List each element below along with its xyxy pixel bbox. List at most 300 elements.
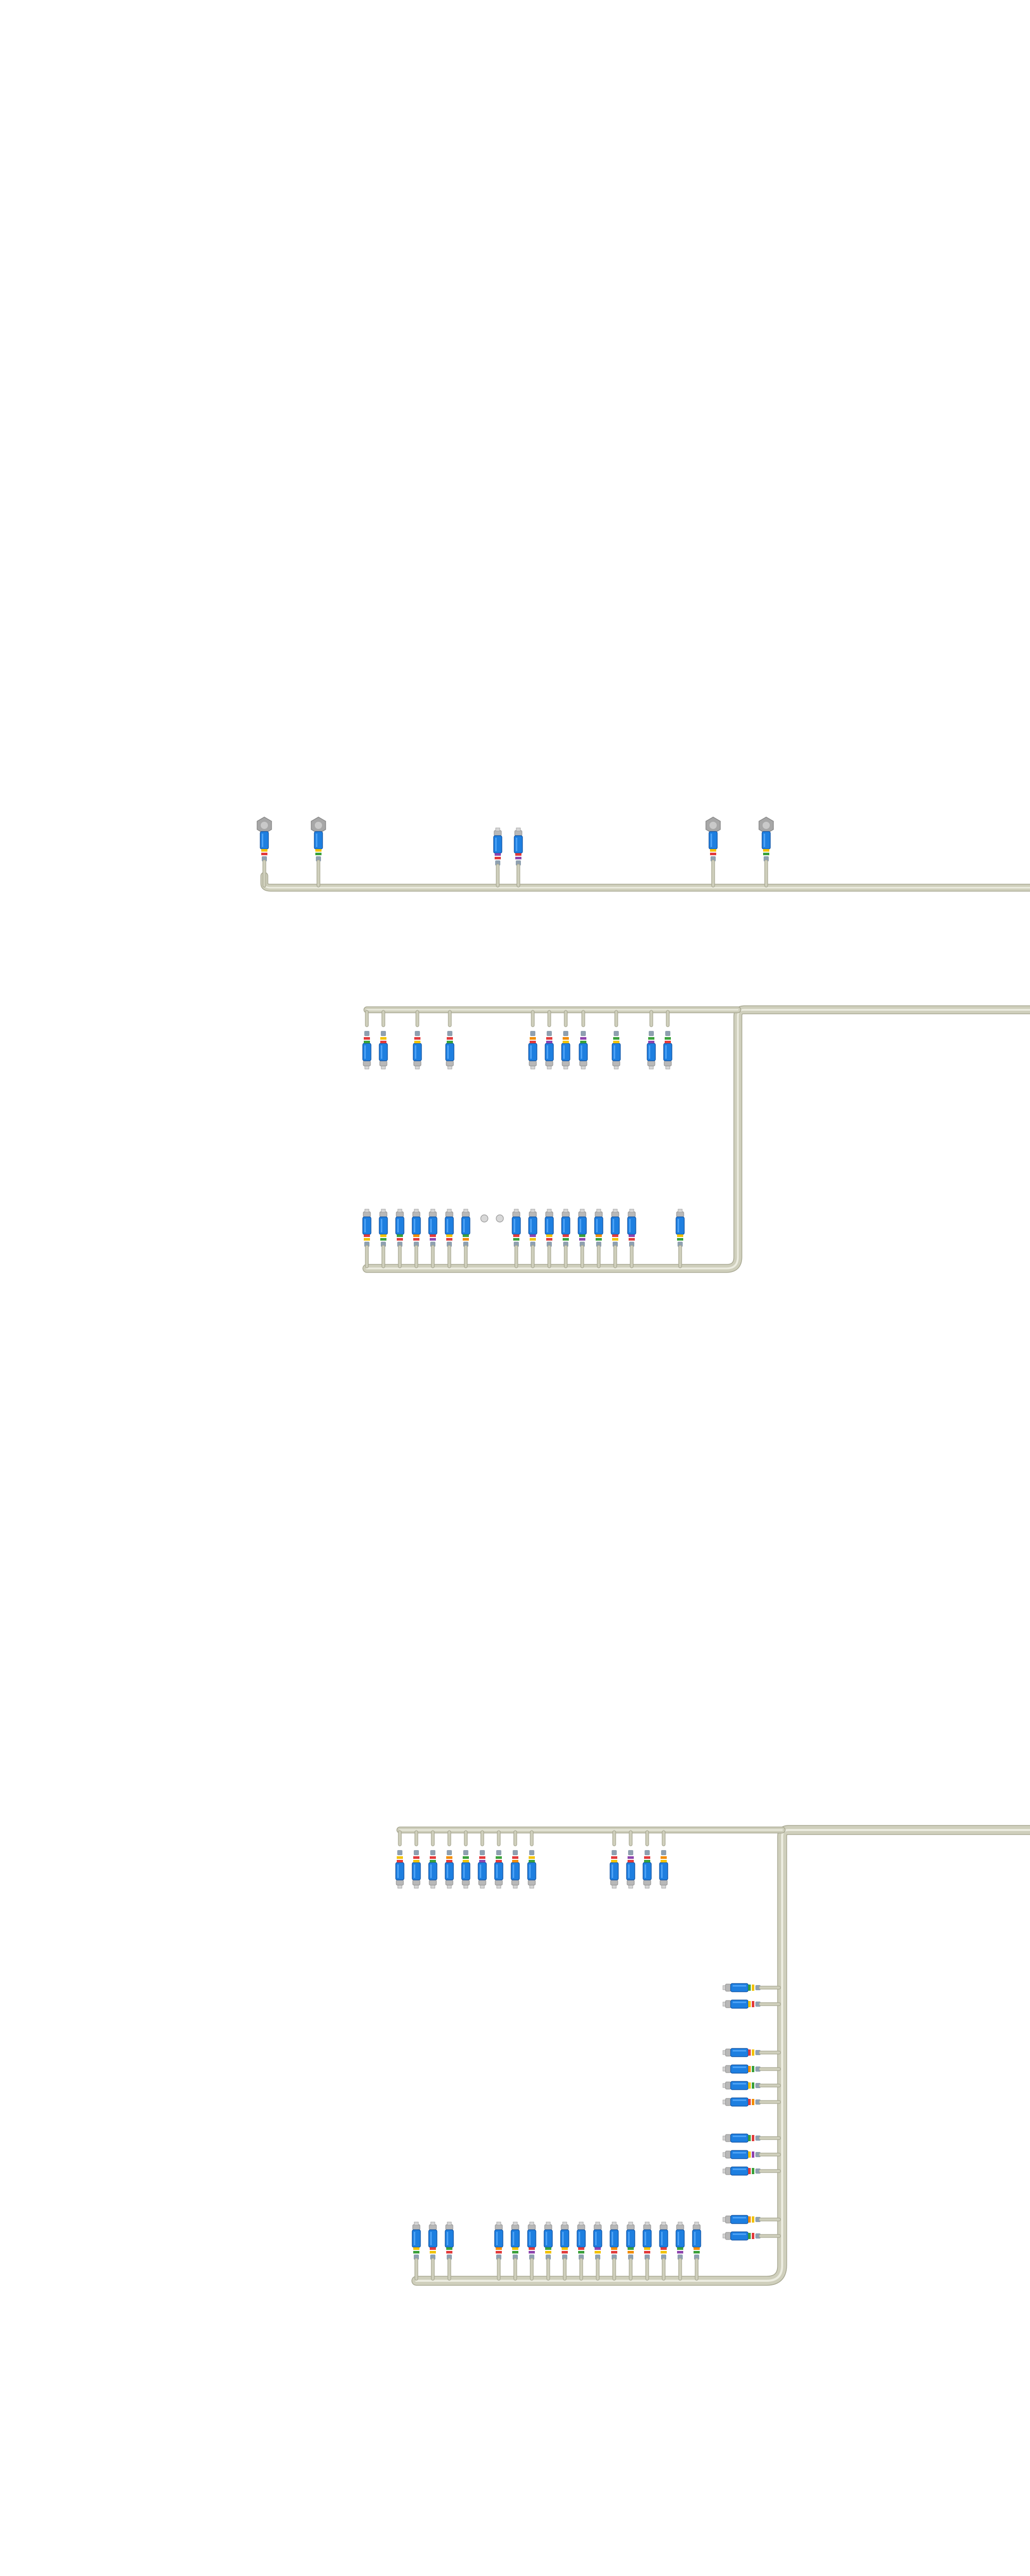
bottom-upper-connector-11-band-0 [628,1860,634,1862]
middle-lower-connector-5-pin [431,1209,435,1212]
middle-lower-connector-6-pin [447,1209,451,1212]
middle-lower-connector-4-pin [414,1209,418,1212]
middle-lower-connector-4-shine [414,1219,415,1232]
bottom-upper-connector-1-shine [397,1865,399,1878]
middle-upper-connector-8-boot [581,1031,586,1036]
middle-upper-connector-4-boot [447,1031,452,1036]
bottom-lower-connector-13-body [643,2230,651,2247]
bottom-side-connector-9-terminal [725,2167,731,2175]
bottom-lower-connector-14-shine [661,2232,663,2245]
middle-upper-connector-11-pin [666,1066,670,1069]
bottom-side-connector-5 [723,2081,761,2090]
bottom-upper-connector-3-band-0 [430,1860,436,1862]
middle-lower-connector-6-shine [447,1219,448,1232]
bottom-lower-connector-12-terminal [627,2225,634,2230]
bottom-lower-connector-4-band-1 [496,2251,502,2253]
bottom-upper-connector-5-band-0 [463,1860,469,1862]
bottom-upper-connector-3-terminal [429,1880,436,1885]
bottom-side-connector-7-body [731,2134,748,2142]
bottom-upper-connector-6-pin [480,1885,484,1888]
middle-upper-connector-4-pin [448,1066,452,1069]
middle-loose-terminals [481,1215,503,1222]
bottom-side-connector-1 [723,1984,761,1992]
bottom-lower-connector-12-pin [629,2222,633,2225]
middle-lower-connector-15-shine [629,1219,631,1232]
bottom-main-trunk-edge [416,1830,1030,2281]
middle-upper-connector-2-terminal [380,1061,387,1066]
top-connector-6-band-1 [763,853,769,855]
top-connector-6-cap-center [763,822,770,829]
top-connector-1 [257,817,272,861]
middle-lower-connector-8 [512,1209,520,1247]
bottom-upper-connector-2-boot [414,1850,419,1855]
bottom-lower-connector-14-band-0 [661,2247,667,2250]
middle-lower-connector-2-shine [381,1219,382,1232]
middle-upper-connector-2-shine [381,1045,382,1059]
middle-lower-connector-13-band-1 [596,1238,602,1241]
middle-upper-connector-9-shine [614,1045,615,1059]
bottom-upper-connector-5-pin [464,1885,468,1888]
bottom-side-connector-3-body [731,2048,748,2057]
middle-upper-connector-9-terminal [613,1061,620,1066]
middle-lower-connector-16-body [676,1217,684,1234]
middle-upper-connector-3-pin [415,1066,419,1069]
bottom-lower-connector-8 [561,2222,569,2260]
middle-upper-connector-9 [612,1031,620,1069]
middle-lower-connector-14-body [611,1217,619,1234]
middle-upper-connector-9-band-1 [613,1037,619,1040]
bottom-side-connector-4-body [731,2065,748,2073]
bottom-upper-connector-2-shine [414,1865,415,1878]
bottom-upper-connector-11-terminal [627,1880,634,1885]
middle-lower-connector-1 [363,1209,371,1247]
top-connector-5 [706,817,720,861]
middle-upper-connector-3-body [413,1043,421,1061]
bottom-upper-connector-7-band-0 [496,1860,502,1862]
bottom-main-trunk [416,1830,1030,2281]
bottom-lower-connector-3-shine [447,2232,448,2245]
middle-lower-connector-12-body [578,1217,586,1234]
bottom-upper-connector-8-band-1 [512,1856,518,1859]
middle-upper-connector-10 [647,1031,655,1069]
bottom-upper-connector-9-shine [529,1865,531,1878]
bottom-side-connector-10-band-1 [752,2216,754,2223]
bottom-lower-connector-7-shine [546,2232,547,2245]
top-connector-2-body [314,832,323,849]
middle-lower-connector-8-terminal [513,1212,520,1217]
bottom-upper-connector-9-boot [529,1850,534,1855]
bottom-side-connector-11 [723,2232,761,2240]
middle-upper-connector-3-band-0 [414,1041,420,1043]
top-connector-6-band-0 [763,849,769,852]
middle-lower-connector-8-band-1 [513,1238,519,1241]
bottom-upper-connector-10-band-1 [611,1856,617,1859]
middle-upper-connector-3-band-1 [414,1037,420,1040]
bottom-lower-connector-6 [528,2222,536,2260]
middle-lower-connector-14-pin [613,1209,617,1212]
middle-upper-connector-3-boot [415,1031,420,1036]
bottom-side-connector-7 [723,2134,761,2142]
middle-upper-connector-2-pin [381,1066,385,1069]
top-connector-2-shine [316,834,317,847]
bottom-upper-connector-6-shine [480,1865,481,1878]
bottom-side-connector-6-body [731,2098,748,2106]
middle-lower-connector-8-pin [514,1209,518,1212]
bottom-upper-connector-8-boot [513,1850,518,1855]
bottom-lower-connector-15-band-1 [677,2251,683,2253]
bottom-lower-connector-4-shine [496,2232,498,2245]
middle-lower-connector-11-band-1 [563,1238,569,1241]
middle-lower-connector-8-band-0 [513,1234,519,1237]
bottom-upper-connector-6-body [478,1862,486,1880]
middle-lower-connector-6 [445,1209,453,1247]
middle-lower-connector-1-band-1 [364,1238,370,1241]
bottom-lower-connector-3-body [445,2230,453,2247]
top-connector-2-band-1 [315,853,322,855]
top-connector-2 [311,817,326,861]
middle-lower-connector-1-pin [365,1209,369,1212]
bottom-lower-connector-13 [643,2222,651,2260]
bottom-upper-connector-13-pin [662,1885,666,1888]
bottom-lower-connector-1-band-0 [413,2247,419,2250]
middle-upper-connector-9-boot [614,1031,619,1036]
bottom-lower-connector-8-band-1 [562,2251,568,2253]
bottom-lower-connector-8-band-0 [562,2247,568,2250]
bottom-upper-connector-7-boot [496,1850,501,1855]
bottom-upper-connector-4-band-1 [446,1856,452,1859]
bottom-lower-connector-1 [412,2222,420,2260]
bottom-lower-connector-10-pin [596,2222,600,2225]
bottom-side-connector-4-terminal [725,2065,731,2073]
middle-upper-connector-7-band-1 [563,1037,569,1040]
bottom-side-connector-2-band-1 [752,2001,754,2007]
bottom-lower-connector-6-shine [529,2232,531,2245]
bottom-upper-connector-13-band-1 [661,1856,667,1859]
middle-lower-connector-5-band-0 [430,1234,436,1237]
bottom-side-connector-1-terminal [725,1984,731,1991]
middle-upper-connector-5-pin [531,1066,535,1069]
middle-lower-connector-10 [545,1209,553,1247]
bottom-upper-connector-10-shine [612,1865,613,1878]
middle-lower-connector-2 [379,1209,387,1247]
bottom-lower-connector-1-body [412,2230,420,2247]
bottom-lower-connector-6-pin [530,2222,534,2225]
bottom-upper-connector-12-terminal [644,1880,651,1885]
middle-upper-connector-8-shine [581,1045,582,1059]
top-connector-6 [759,817,773,861]
middle-upper-connector-5-terminal [529,1061,536,1066]
bottom-upper-connector-1-terminal [396,1880,403,1885]
bottom-lower-connector-13-band-0 [644,2247,650,2250]
bottom-upper-connector-3-body [429,1862,437,1880]
middle-lower-connector-11-band-0 [563,1234,569,1237]
bottom-lower-connector-14-body [660,2230,668,2247]
middle-upper-connector-9-body [612,1043,620,1061]
middle-upper-connector-11-body [664,1043,672,1061]
bottom-upper-connector-3-boot [430,1850,435,1855]
middle-upper-connector-5 [529,1031,537,1069]
bottom-lower-connector-4 [495,2222,503,2260]
bottom-lower-connector-5-band-1 [512,2251,518,2253]
bottom-side-connector-10-band-0 [748,2216,751,2223]
bottom-lower-connector-14-pin [662,2222,666,2225]
middle-upper-connector-10-band-0 [648,1041,654,1043]
bottom-side-connector-1-band-0 [748,1985,751,1991]
bottom-lower-connector-9-terminal [578,2225,585,2230]
bottom-side-connector-5-body [731,2081,748,2090]
bottom-side-connector-6-shine [733,2099,746,2101]
top-connector-5-band-1 [710,853,716,855]
bottom-upper-connector-12-body [643,1862,651,1880]
top-connector-4-shine [516,838,517,851]
middle-upper-connector-1-boot [364,1031,369,1036]
middle-lower-connector-15-band-0 [629,1234,635,1237]
bottom-side-connector-3-band-0 [748,2049,751,2056]
bottom-side-connector-6-terminal [725,2098,731,2106]
middle-upper-connector-10-body [647,1043,655,1061]
middle-lower-connector-14-shine [613,1219,614,1232]
bottom-lower-connector-5 [511,2222,519,2260]
middle-lower-connector-16 [676,1209,684,1247]
bottom-upper-connector-5-boot [463,1850,468,1855]
middle-lower-connector-16-terminal [677,1212,684,1217]
middle-lower-connector-10-band-0 [546,1234,552,1237]
bottom-main-trunk-highlight [416,1830,1030,2281]
middle-lower-connector-1-band-0 [364,1234,370,1237]
bottom-lower-connector-4-terminal [495,2225,502,2230]
bottom-upper-connector-7-body [495,1862,503,1880]
bottom-side-connector-9-band-0 [748,2168,751,2174]
middle-upper-connector-8-terminal [580,1061,587,1066]
bottom-side-connector-2-body [731,2000,748,2008]
middle-upper-connector-7-band-0 [563,1041,569,1043]
bottom-upper-connector-13-boot [661,1850,666,1855]
middle-lower-connector-2-band-0 [380,1234,386,1237]
bottom-side-connector-5-band-1 [752,2082,754,2089]
middle-lower-connector-4 [412,1209,420,1247]
bottom-side-connector-8-terminal [725,2151,731,2158]
middle-lower-connector-7 [462,1209,470,1247]
bottom-side-connector-6 [723,2098,761,2106]
middle-lower-connector-11-terminal [562,1212,569,1217]
bottom-upper-connector-5-shine [463,1865,465,1878]
middle-lower-connector-16-shine [678,1219,679,1232]
bottom-upper-connector-4-body [445,1862,453,1880]
bottom-lower-connector-16-terminal [693,2225,700,2230]
bottom-upper-connector-12-band-1 [644,1856,650,1859]
top-connector-1-cap-center [261,822,268,829]
middle-upper-connector-11-band-1 [665,1037,671,1040]
middle-lower-connector-16-band-1 [677,1238,683,1241]
middle-lower-connector-13 [595,1209,603,1247]
top-connector-3-body [494,836,502,853]
bottom-upper-connector-10-terminal [611,1880,618,1885]
bottom-side-connector-1-band-1 [752,1985,754,1991]
middle-lower-connector-10-shine [547,1219,548,1232]
bottom-lower-connector-9-body [577,2230,585,2247]
bottom-side-connector-1-shine [733,1985,746,1987]
middle-lower-connector-6-terminal [446,1212,453,1217]
bottom-upper-connector-2-terminal [413,1880,420,1885]
top-connector-4-terminal [515,831,522,836]
middle-lower-connector-13-shine [596,1219,598,1232]
top-main-trunk-body [264,876,1030,888]
bottom-upper-connector-2 [412,1850,420,1888]
bottom-lower-connector-2-band-1 [430,2251,436,2253]
bottom-lower-connector-10 [594,2222,602,2260]
bottom-side-connector-7-shine [733,2136,746,2137]
bottom-side-connector-10-body [731,2215,748,2224]
bottom-upper-connector-11 [627,1850,635,1888]
bottom-upper-connector-3-pin [431,1885,435,1888]
bottom-upper-connector-1-boot [397,1850,402,1855]
middle-lower-connector-12-terminal [579,1212,586,1217]
middle-lower-connector-7-pin [464,1209,468,1212]
middle-upper-connector-1 [363,1031,371,1069]
bottom-lower-connector-9 [577,2222,585,2260]
middle-lower-connector-11-pin [564,1209,568,1212]
bottom-lower-connector-15-pin [678,2222,682,2225]
bottom-lower-connector-4-band-0 [496,2247,502,2250]
bottom-side-connector-1-body [731,1984,748,1992]
top-connector-5-body [709,832,717,849]
bottom-upper-connector-4-band-0 [446,1860,452,1862]
top-connector-4-body [514,836,522,853]
middle-lower-connector-10-terminal [546,1212,553,1217]
loose-terminal-1 [481,1215,488,1222]
middle-upper-connector-6-terminal [546,1061,553,1066]
middle-lower-connector-3-body [396,1217,404,1234]
bottom-lower-connector-8-pin [563,2222,567,2225]
bottom-lower-connector-9-shine [579,2232,580,2245]
middle-lower-connector-5-band-1 [430,1238,436,1241]
bottom-lower-connector-10-shine [595,2232,597,2245]
middle-upper-connector-10-band-1 [648,1037,654,1040]
bottom-upper-connector-13-terminal [660,1880,667,1885]
top-connector-3-band-1 [495,857,501,859]
top-connector-3 [494,828,502,866]
bottom-side-connector-7-band-0 [748,2135,751,2141]
bottom-upper-connector-13-band-0 [661,1860,667,1862]
bottom-side-connector-11-band-0 [748,2233,751,2239]
bottom-side-connector-4-band-1 [752,2066,754,2072]
middle-upper-connector-11-band-0 [665,1041,671,1043]
bottom-lower-connector-13-pin [645,2222,649,2225]
middle-lower-connector-5 [429,1209,437,1247]
bottom-upper-connector-13 [660,1850,668,1888]
bottom-upper-connector-6-boot [480,1850,485,1855]
bottom-upper-connector-2-band-0 [413,1860,419,1862]
bottom-side-connector-11-body [731,2232,748,2240]
middle-upper-connector-5-boot [530,1031,535,1036]
bottom-side-connector-3-terminal [725,2049,731,2056]
bottom-lower-connector-13-terminal [644,2225,651,2230]
bottom-lower-connector-9-band-1 [578,2251,584,2253]
bottom-upper-connector-3 [429,1850,437,1888]
bottom-upper-connector-5-terminal [462,1880,469,1885]
bottom-lower-connector-3-band-0 [446,2247,452,2250]
bottom-upper-connector-12-boot [645,1850,650,1855]
middle-lower-connector-9-body [529,1217,537,1234]
middle-lower-connector-14-terminal [612,1212,619,1217]
bottom-side-connector-8-shine [733,2152,746,2154]
bottom-lower-connector-2 [429,2222,437,2260]
bottom-upper-connector-8-shine [513,1865,514,1878]
middle-upper-connector-7-boot [563,1031,568,1036]
middle-lower-connector-5-shine [430,1219,432,1232]
top-connector-4-band-0 [515,853,521,856]
middle-upper-connector-5-band-1 [530,1037,536,1040]
bottom-side-connector-5-terminal [725,2082,731,2089]
middle-lower-connector-6-band-1 [446,1238,452,1241]
middle-upper-connector-8-pin [581,1066,585,1069]
middle-lower-connector-2-terminal [380,1212,387,1217]
bottom-upper-connector-9-body [528,1862,536,1880]
bottom-upper-connector-7 [495,1850,503,1888]
middle-upper-connector-2 [379,1031,387,1069]
middle-lower-connector-1-body [363,1217,371,1234]
bottom-upper-connector-8-band-0 [512,1860,518,1862]
bottom-lower-connector-6-band-0 [529,2247,535,2250]
middle-lower-connector-12-pin [580,1209,584,1212]
middle-upper-connector-2-body [379,1043,387,1061]
bottom-upper-connector-10-boot [612,1850,617,1855]
bottom-upper-connector-11-boot [628,1850,633,1855]
top-connector-6-body [762,832,770,849]
bottom-side-connector-5-shine [733,2083,746,2084]
bottom-lower-connector-12 [627,2222,635,2260]
bottom-upper-connector-9-terminal [528,1880,535,1885]
bottom-lower-connector-16-body [693,2230,701,2247]
middle-lower-connector-4-band-1 [413,1238,419,1241]
middle-upper-connector-1-shine [364,1045,366,1059]
bottom-lower-connector-7-band-1 [545,2251,551,2253]
middle-lower-connector-10-band-1 [546,1238,552,1241]
bottom-lower-connector-16-shine [694,2232,696,2245]
middle-upper-connector-3 [413,1031,421,1069]
bottom-lower-connector-15 [676,2222,684,2260]
bottom-lower-connector-15-band-0 [677,2247,683,2250]
bottom-lower-connector-7-pin [546,2222,550,2225]
middle-lower-connector-7-band-0 [463,1234,469,1237]
middle-lower-connector-6-band-0 [446,1234,452,1237]
bottom-side-connector-8-band-0 [748,2151,751,2158]
middle-lower-connector-13-pin [597,1209,601,1212]
bottom-upper-connector-4-terminal [446,1880,453,1885]
middle-upper-connector-3-terminal [414,1061,421,1066]
bottom-lower-connector-7-terminal [545,2225,552,2230]
bottom-upper-connector-8-terminal [512,1880,519,1885]
bottom-upper-connector-6-band-1 [479,1856,485,1859]
middle-lower-connector-11-shine [563,1219,565,1232]
bottom-upper-connector-11-pin [629,1885,633,1888]
bottom-upper-connector-12-pin [645,1885,649,1888]
bottom-lower-connector-11-band-0 [611,2247,617,2250]
middle-lower-connector-3-terminal [396,1212,403,1217]
middle-upper-connector-4-body [446,1043,454,1061]
bottom-upper-connector-13-shine [661,1865,663,1878]
middle-upper-connector-6-band-1 [546,1037,552,1040]
middle-lower-connector-15-terminal [628,1212,635,1217]
top-connector-1-shine [262,834,263,847]
middle-upper-connector-1-pin [365,1066,369,1069]
middle-lower-connector-15-band-1 [629,1238,635,1241]
bottom-lower-connector-15-body [676,2230,684,2247]
top-connector-1-band-0 [261,849,267,852]
bottom-lower-connector-14-terminal [660,2225,667,2230]
bottom-lower-connector-16-pin [695,2222,699,2225]
bottom-lower-connector-15-terminal [677,2225,684,2230]
